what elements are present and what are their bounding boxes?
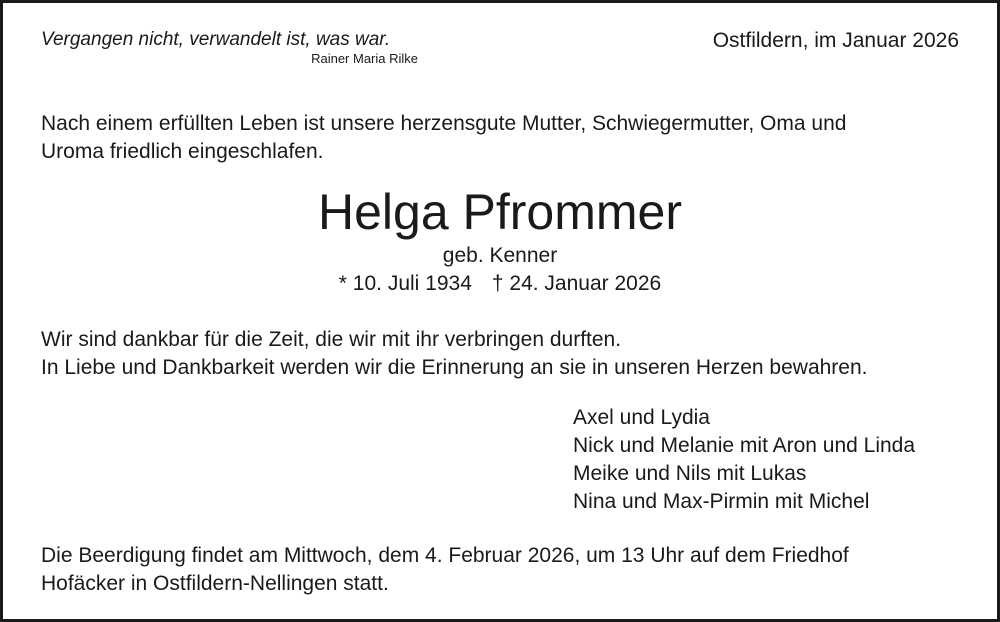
intro-line: Nach einem erfüllten Leben ist unsere herzensgute Mutter, Schwiegermutter, Oma und — [41, 112, 847, 135]
funeral-notice — [41, 542, 971, 598]
maiden-name: geb. Kenner — [442, 244, 558, 267]
mourner-entry: Axel und Lydia — [573, 406, 710, 429]
mourner-entry: Nina und Max-Pirmin mit Michel — [573, 490, 870, 513]
intro-paragraph — [41, 110, 971, 166]
deceased-name: Helga Pfrommer — [318, 184, 682, 240]
funeral-line: Hofäcker in Ostfildern-Nellingen statt. — [41, 572, 389, 595]
epigraph-author: Rainer Maria Rilke — [311, 51, 418, 66]
gratitude-paragraph — [41, 326, 971, 382]
mourner-entry: Nick und Melanie mit Aron und Linda — [573, 434, 916, 457]
funeral-line: Die Beerdigung findet am Mittwoch, dem 4. Februar 2026, um 13 Uhr auf dem Friedhof — [41, 544, 849, 567]
birth-date: * 10. Juli 1934 — [338, 272, 472, 295]
intro-line: Uroma friedlich eingeschlafen. — [41, 140, 324, 163]
epigraph-quote: Vergangen nicht, verwandelt ist, was war. — [41, 29, 391, 50]
life-dates — [0, 271, 1000, 297]
place-and-date: Ostfildern, im Januar 2026 — [712, 29, 959, 52]
gratitude-line: In Liebe und Dankbarkeit werden wir die Erinnerung an sie in unseren Herzen bewahren. — [41, 356, 868, 379]
gratitude-line: Wir sind dankbar für die Zeit, die wir mit ihr verbringen durften. — [41, 328, 622, 351]
mourner-entry: Meike und Nils mit Lukas — [573, 462, 807, 485]
death-date: † 24. Januar 2026 — [491, 272, 662, 295]
mourners-list — [573, 404, 915, 516]
